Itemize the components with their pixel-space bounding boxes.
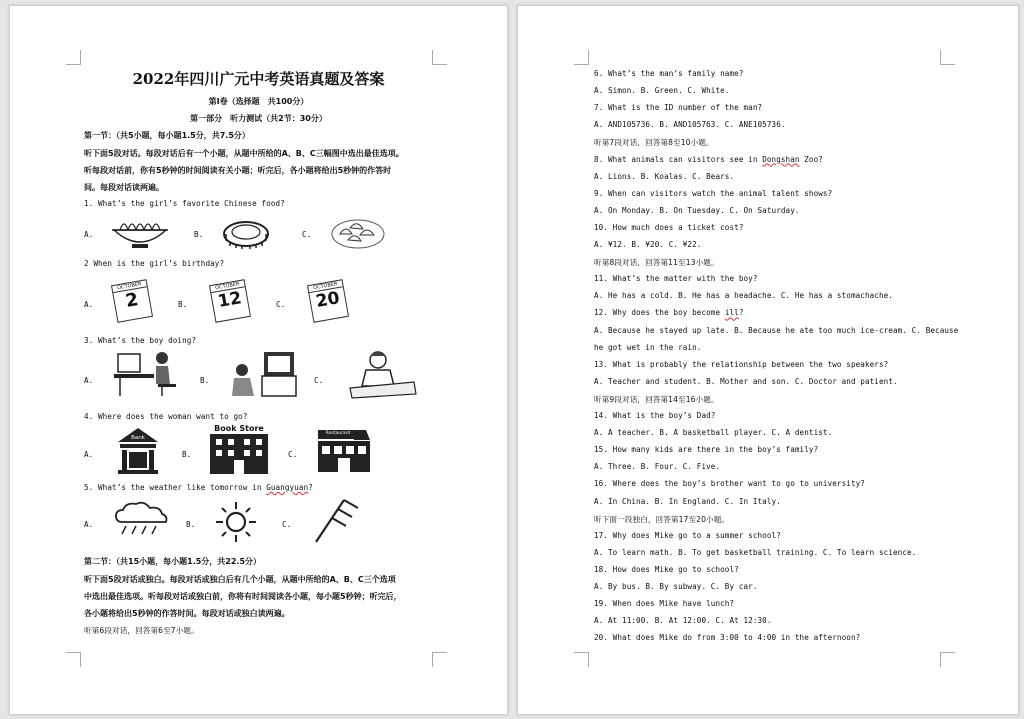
option-label: A. [84,450,94,459]
crop-mark [574,50,589,65]
answer-options: A. Because he stayed up late. B. Because he ate too much ice-cream. C. Because [594,325,959,335]
answer-options: A. ¥12. B. ¥20. C. ¥22. [594,240,702,249]
section1-heading: 第一节：（共5小题，每小题1.5分，共7.5分） [84,131,250,140]
crop-mark [940,652,955,667]
section1-instruction: 听下面5段对话。每段对话后有一个小题，从题中所给的A、B、C三幅图中选出最佳选项。 [84,149,404,158]
answer-options: A. By bus. B. By subway. C. By car. [594,582,758,591]
answer-options: A. To learn math. B. To get basketball training. C. To learn science. [594,547,917,557]
question-line: 16. Where does the boy’s brother want to go to university? [594,479,865,489]
crop-mark [66,652,81,667]
option-label: C. [276,300,286,309]
calendar-icon: OCTOBER 20 [307,279,349,323]
question-4: 4. Where does the woman want to go? [84,412,248,421]
answer-options: A. Simon. B. Green. C. White. [594,86,730,96]
rain-cloud-icon [112,500,172,540]
question-line: 15. How many kids are there in the boy’s family? [594,445,819,455]
option-label: B. [194,230,204,239]
boy-computer-icon [112,348,182,398]
crop-mark [432,652,447,667]
section2-instruction: 中选出最佳选项。听每段对话或独白前，你将有时间阅读各小题，每小题5秒钟；听完后， [84,592,402,601]
question-line: 12. Why does the boy become ill? [594,308,744,318]
document-title: 2022年四川广元中考英语真题及答案 [132,70,385,88]
answer-options: A. Teacher and student. B. Mother and son. C. Doctor and patient. [594,376,898,386]
question-5: 5. What’s the weather like tomorrow in Guangyuan? [84,483,313,492]
listening-prompt: 听第7段对话，回答第8至10小题。 [594,138,714,148]
option-label: C. [314,376,324,385]
question-line: 9. When can visitors watch the animal talent shows? [594,188,833,198]
answer-options: A. In China. B. In England. C. In Italy. [594,496,781,506]
question-line: 11. What’s the matter with the boy? [594,274,758,284]
crop-mark [432,50,447,65]
mooncake-icon [220,216,272,250]
question-3: 3. What’s the boy doing? [84,336,197,345]
bank-icon: Bank [116,426,160,474]
document-page-right [517,5,1019,715]
section2-instruction: 听下面5段对话或独白。每段对话或独白后有几个小题，从题中所给的A、B、C三个选项 [84,575,396,584]
answer-options: A. Lions. B. Koalas. C. Bears. [594,171,735,181]
question-2: 2 When is the girl’s birthday? [84,259,225,268]
answer-options: A. A teacher. B. A basketball player. C. A dentist. [594,428,833,438]
option-label: B. [178,300,188,309]
question-line: 10. How much does a ticket cost? [594,222,744,232]
question-line: 19. When does Mike have lunch? [594,599,735,609]
boy-reading-icon [346,348,418,400]
crop-mark [574,652,589,667]
calendar-icon: OCTOBER 2 [111,279,153,323]
bookstore-icon: Book Store [208,424,270,474]
section2-heading: 第二节：（共15小题，每小题1.5分，共22.5分） [84,557,262,566]
option-label: A. [84,230,94,239]
option-label: B. [200,376,210,385]
answer-options: A. On Monday. B. On Tuesday. C. On Saturday. [594,205,800,215]
option-label: B. [182,450,192,459]
question-line: 13. What is probably the relationship between the two speakers? [594,359,889,369]
restaurant-icon: Restaurant [316,426,372,474]
section2-instruction: 各小题将给出5秒钟的作答时间。每段对话或独白读两遍。 [84,609,290,618]
question-line: 18. How does Mike go to school? [594,564,739,574]
option-label: C. [302,230,312,239]
question-1: 1. What’s the girl’s favorite Chinese food? [84,199,285,208]
listening-prompt: 听第6段对话，回答第6至7小题。 [84,626,199,635]
section1-instruction: 间。每段对话读两遍。 [84,183,164,192]
question-line: 8. What animals can visitors see in Dongshan Zoo? [594,154,823,164]
part-heading: 第Ⅰ卷（选择题 共100分） [208,97,309,106]
answer-options: A. AND105736. B. AND105763. C. ANE105736. [594,120,786,130]
boy-tv-icon [228,348,300,400]
noodles-icon [110,214,170,250]
option-label: A. [84,376,94,385]
dumplings-icon [330,216,386,250]
listening-prompt: 听第9段对话，回答第14至16小题。 [594,394,719,404]
part-subheading: 第一部分 听力测试（共2节：30分） [190,114,327,123]
option-label: C. [288,450,298,459]
sun-icon [214,500,258,544]
option-label: A. [84,300,94,309]
answer-options: A. Three. B. Four. C. Five. [594,462,721,472]
option-label: B. [186,520,196,529]
listening-prompt: 听下面一段独白，回答第17至20小题。 [594,514,730,524]
answer-options: he got wet in the rain. [594,342,702,352]
wind-flag-icon [310,494,362,546]
crop-mark [940,50,955,65]
answer-options: A. He has a cold. B. He has a headache. C. He has a stomachache. [594,291,893,301]
section1-instruction: 听每段对话前，你有5秒钟的时间阅读有关小题；听完后，各小题将给出5秒钟的作答时 [84,166,392,175]
crop-mark [66,50,81,65]
answer-options: A. At 11:00. B. At 12:00. C. At 12:30. [594,616,772,626]
question-line: 20. What does Mike do from 3:00 to 4:00 in the afternoon? [594,633,861,643]
document-page-left [9,5,508,715]
option-label: C. [282,520,292,529]
listening-prompt: 听第8段对话，回答第11至13小题。 [594,258,719,268]
question-line: 7. What is the ID number of the man? [594,103,763,113]
question-line: 14. What is the boy’s Dad? [594,411,716,420]
question-line: 17. Why does Mike go to a summer school? [594,530,781,540]
question-line: 6. What’s the man’s family name? [594,69,744,78]
option-label: A. [84,520,94,529]
calendar-icon: OCTOBER 12 [209,279,251,323]
